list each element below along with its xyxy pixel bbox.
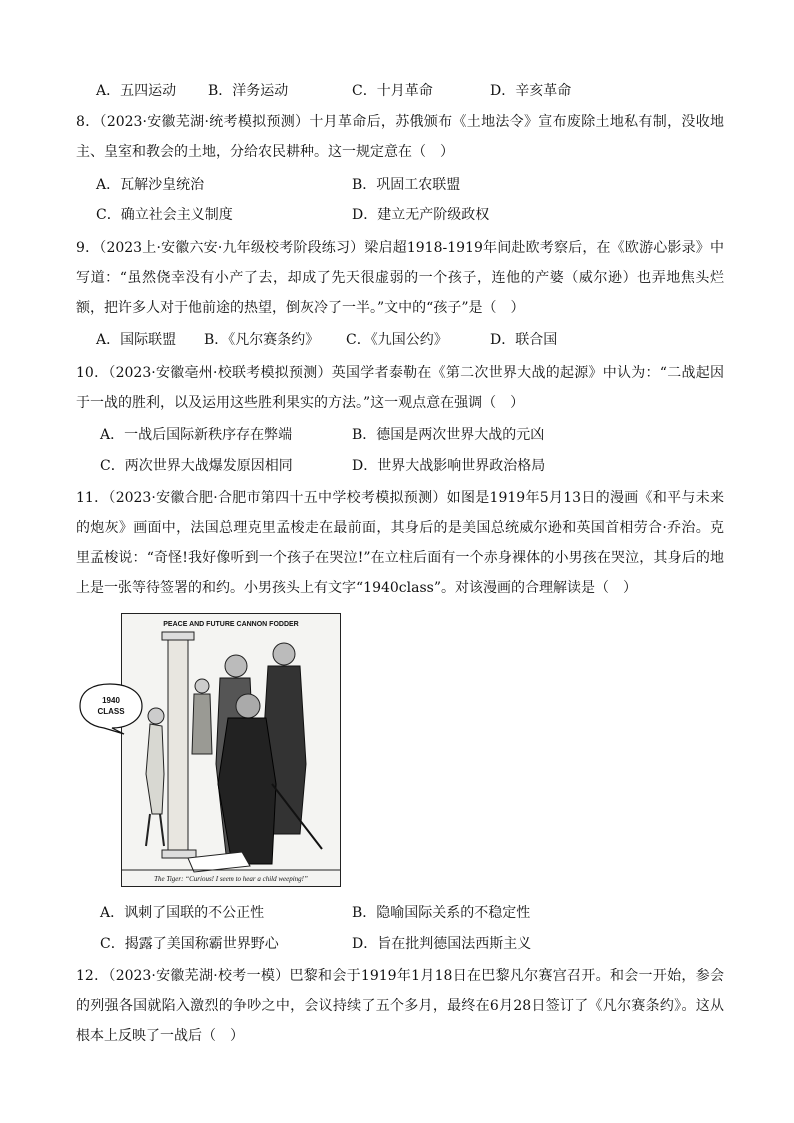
q9-option-a[interactable]: A．国际联盟 — [96, 332, 177, 348]
child-body — [146, 724, 164, 814]
q10-option-a[interactable]: A．一战后国际新秩序存在弊端 — [100, 427, 293, 443]
q8-options-row2 — [96, 200, 736, 230]
q12-stem: 12．（2023·安徽芜湖·校考一模）巴黎和会于1919年1月18日在巴黎凡尔赛宫召开。和会一开始，参会的列强各国就陷入激烈的争吵之中，会议持续了五个多月，最终在6月28日签订了《凡尔赛条约》。这从根本上反映了一战后（ ） — [76, 968, 724, 1044]
q10-stem: 10．（2023·安徽亳州·校联考模拟预测）英国学者泰勒在《第二次世界大战的起源》中认为：“二战起因于一战的胜利，以及运用这些胜利果实的方法。”这一观点意在强调（ ） — [76, 365, 724, 411]
q8-option-b[interactable]: B．巩固工农联盟 — [352, 177, 461, 193]
q11-option-c[interactable]: C．揭露了美国称霸世界野心 — [100, 936, 279, 952]
child-head — [148, 708, 164, 724]
q11-stem: 11．（2023·安徽合肥·合肥市第四十五中学校考模拟预测）如图是1919年5月13日的漫画《和平与未来的炮灰》画面中，法国总理克里孟梭走在最前面，其身后的是美国总统威尔逊和英国首相劳合·乔治。克里孟梭说：“奇怪!我好像听到一个孩子在哭泣!”在立柱后面有一个赤身裸体的小男孩在哭泣，其身后的地上是一张等待签署的和约。小男孩头上有文字“1940class”。对该漫画的合理解读是（ ） — [76, 490, 724, 596]
q7-options — [96, 76, 736, 106]
q8-option-c[interactable]: C．确立社会主义制度 — [96, 207, 233, 223]
q8-stem: 8．（2023·安徽芜湖·统考模拟预测）十月革命后，苏俄颁布《土地法令》宣布废除土地私有制，没收地主、皇室和教会的土地，分给农民耕种。这一规定意在（ ） — [76, 114, 724, 160]
q10-option-d[interactable]: D．世界大战影响世界政治格局 — [352, 458, 546, 474]
q8-option-a[interactable]: A．瓦解沙皇统治 — [96, 177, 205, 193]
q10-option-b[interactable]: B．德国是两次世界大战的元凶 — [352, 427, 545, 443]
cartoon-peace-and-future-cannon-fodder — [121, 613, 341, 887]
column-base — [162, 850, 196, 858]
q11-option-d[interactable]: D．旨在批判德国法西斯主义 — [352, 936, 532, 952]
q9-option-c[interactable]: C．《九国公约》 — [346, 332, 448, 348]
speech-bubble-line1: 1940 — [102, 696, 120, 705]
q7-option-a[interactable]: A．五四运动 — [96, 83, 177, 99]
q7-option-d[interactable]: D．辛亥革命 — [490, 83, 572, 99]
q9-stem: 9．（2023上·安徽六安·九年级校考阶段练习）梁启超1918-1919年间赴欧考察后，在《欧游心影录》中写道：“虽然侥幸没有小产了去，却成了先天很虚弱的一个孩子，连他的产婆（威尔逊）也弄地焦头烂额，把许多人对于他前途的热望，倒灰冷了一半。”文中的“孩子”是（ ） — [76, 240, 724, 316]
q7-option-b[interactable]: B．洋务运动 — [208, 83, 289, 99]
q11-options-row2 — [96, 929, 736, 959]
q9-options — [96, 325, 736, 355]
column-shape — [168, 634, 188, 856]
child-legs — [146, 814, 164, 846]
q10-options-row2 — [96, 451, 736, 481]
q9-option-b[interactable]: B．《凡尔赛条约》 — [204, 332, 320, 348]
figure-background-head — [195, 679, 209, 693]
q8-option-d[interactable]: D．建立无产阶级政权 — [352, 207, 490, 223]
q11-option-a[interactable]: A．讽刺了国联的不公正性 — [100, 905, 265, 921]
q10-options-row1 — [96, 420, 736, 450]
figure-background-body — [192, 694, 212, 754]
figure-lloyd-george-head — [273, 643, 295, 665]
q10-option-c[interactable]: C．两次世界大战爆发原因相同 — [100, 458, 293, 474]
q8-options-row1 — [96, 170, 736, 200]
cartoon-caption: The Tiger: “Curious! I seem to hear a child weeping!” — [154, 875, 308, 883]
q11-options-row1 — [96, 898, 736, 928]
cartoon-illustration — [122, 614, 340, 886]
q11-option-b[interactable]: B．隐喻国际关系的不稳定性 — [352, 905, 531, 921]
treaty-paper — [188, 852, 250, 872]
figure-clemenceau-head — [236, 694, 260, 718]
column-capital — [162, 632, 194, 640]
q9-option-d[interactable]: D．联合国 — [490, 332, 558, 348]
q7-option-c[interactable]: C．十月革命 — [352, 83, 433, 99]
speech-bubble — [76, 680, 150, 736]
figure-wilson-head — [225, 655, 247, 677]
cartoon-title: PEACE AND FUTURE CANNON FODDER — [163, 621, 299, 628]
speech-bubble-line2: CLASS — [97, 707, 125, 716]
